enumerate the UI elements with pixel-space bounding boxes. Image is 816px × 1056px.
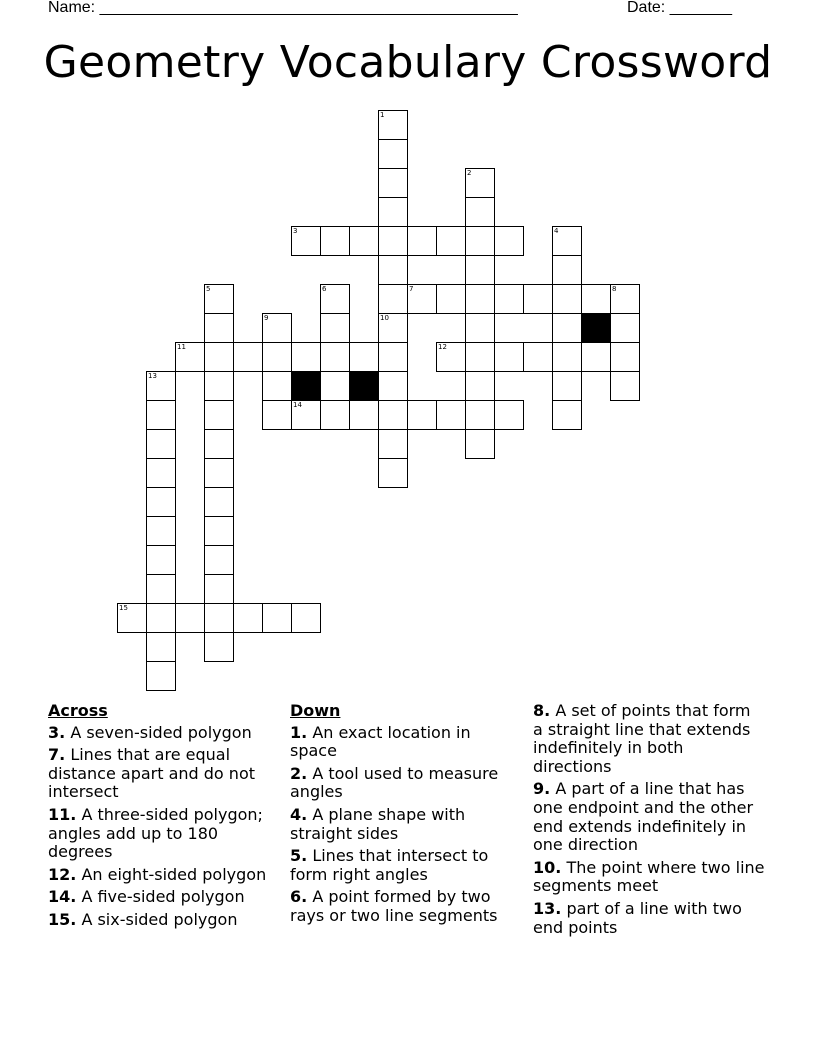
grid-cell[interactable] xyxy=(204,429,234,459)
grid-cell[interactable] xyxy=(204,342,234,372)
clue-number: 2. xyxy=(290,763,308,783)
grid-cell[interactable] xyxy=(465,255,495,285)
grid-cell[interactable] xyxy=(552,313,582,343)
clue-number: 8. xyxy=(533,701,551,720)
grid-cell[interactable] xyxy=(494,226,524,256)
cell-number: 11 xyxy=(177,342,186,351)
grid-cell[interactable] xyxy=(146,632,176,662)
grid-cell[interactable] xyxy=(378,313,408,343)
grid-cell[interactable] xyxy=(552,226,582,256)
grid-cell[interactable] xyxy=(320,226,350,256)
clue-number: 11. xyxy=(48,804,77,824)
grid-cell[interactable] xyxy=(552,400,582,430)
clue-text: Lines that are equal distance apart and do not intersect xyxy=(48,745,256,802)
grid-cell[interactable] xyxy=(494,284,524,314)
grid-cell[interactable] xyxy=(146,458,176,488)
grid-cell[interactable] xyxy=(320,400,350,430)
grid-cell[interactable] xyxy=(204,487,234,517)
grid-cell[interactable] xyxy=(204,574,234,604)
down-clue-list-continued xyxy=(533,702,765,937)
grid-cell[interactable] xyxy=(378,284,408,314)
cell-number: 9 xyxy=(264,313,269,322)
grid-cell[interactable] xyxy=(320,371,350,401)
grid-cell[interactable] xyxy=(523,342,553,372)
cell-number: 14 xyxy=(293,400,302,409)
grid-cell[interactable] xyxy=(465,197,495,227)
across-heading: Across xyxy=(48,701,108,720)
grid-cell[interactable] xyxy=(552,284,582,314)
clue-number: 6. xyxy=(290,887,308,907)
grid-cell[interactable] xyxy=(175,603,205,633)
clue-number: 14. xyxy=(48,887,77,907)
down-heading: Down xyxy=(290,701,341,720)
cell-number: 1 xyxy=(380,110,385,119)
clue-item xyxy=(290,806,522,843)
grid-cell[interactable] xyxy=(146,487,176,517)
grid-cell[interactable] xyxy=(233,342,263,372)
grid-cell[interactable] xyxy=(146,516,176,546)
clue-number: 10. xyxy=(533,857,562,877)
clue-text: part of a line with two end points xyxy=(533,898,742,937)
grid-cell[interactable] xyxy=(204,603,234,633)
cell-number: 13 xyxy=(148,371,157,380)
grid-cell[interactable] xyxy=(262,400,292,430)
grid-cell[interactable] xyxy=(204,371,234,401)
grid-cell[interactable] xyxy=(262,371,292,401)
grid-cell[interactable] xyxy=(146,545,176,575)
clue-item xyxy=(48,724,280,743)
clue-number: 12. xyxy=(48,864,77,884)
grid-cell[interactable] xyxy=(291,400,321,430)
clue-number: 9. xyxy=(533,779,551,799)
grid-cell[interactable] xyxy=(378,197,408,227)
grid-cell[interactable] xyxy=(204,458,234,488)
puzzle-title: Geometry Vocabulary Crossword xyxy=(43,37,773,88)
clue-text: A set of points that form a straight line that extends indefinitely in both directions xyxy=(533,701,751,776)
clue-number: 13. xyxy=(533,898,562,918)
grid-cell[interactable] xyxy=(146,371,176,401)
grid-cell[interactable] xyxy=(465,313,495,343)
clue-number: 3. xyxy=(48,722,66,742)
grid-block-cell xyxy=(349,371,379,401)
grid-cell[interactable] xyxy=(436,226,466,256)
grid-cell[interactable] xyxy=(494,342,524,372)
across-clue-list xyxy=(48,724,280,930)
grid-cell[interactable] xyxy=(117,603,147,633)
clue-item xyxy=(290,847,522,884)
cell-number: 12 xyxy=(438,342,447,351)
grid-cell[interactable] xyxy=(610,313,640,343)
cell-number: 8 xyxy=(612,284,617,293)
grid-cell[interactable] xyxy=(465,284,495,314)
clue-item xyxy=(533,900,765,937)
grid-cell[interactable] xyxy=(175,342,205,372)
clue-number: 1. xyxy=(290,722,308,742)
clue-text: A point formed by two rays or two line segments xyxy=(290,887,498,925)
grid-cell[interactable] xyxy=(320,284,350,314)
grid-cell[interactable] xyxy=(581,342,611,372)
grid-cell[interactable] xyxy=(378,371,408,401)
clue-number: 15. xyxy=(48,909,77,929)
clue-item xyxy=(533,780,765,854)
grid-cell[interactable] xyxy=(291,342,321,372)
grid-cell[interactable] xyxy=(320,342,350,372)
grid-cell[interactable] xyxy=(291,603,321,633)
grid-cell[interactable] xyxy=(204,313,234,343)
grid-cell[interactable] xyxy=(436,284,466,314)
cell-number: 2 xyxy=(467,168,472,177)
clue-item xyxy=(48,806,280,862)
clue-text: A part of a line that has one endpoint and the other end extends indefinitely in one direction xyxy=(533,779,754,855)
grid-cell[interactable] xyxy=(146,400,176,430)
clue-item xyxy=(48,888,280,907)
name-field-label: Name: _______________________________________________ xyxy=(48,0,518,16)
grid-cell[interactable] xyxy=(436,400,466,430)
grid-cell[interactable] xyxy=(204,516,234,546)
grid-block-cell xyxy=(291,371,321,401)
grid-cell[interactable] xyxy=(407,226,437,256)
grid-cell[interactable] xyxy=(523,284,553,314)
clue-item xyxy=(533,859,765,896)
grid-block-cell xyxy=(581,313,611,343)
grid-cell[interactable] xyxy=(349,400,379,430)
grid-cell[interactable] xyxy=(552,371,582,401)
grid-cell[interactable] xyxy=(204,284,234,314)
cell-number: 10 xyxy=(380,313,389,322)
clue-item xyxy=(48,746,280,802)
grid-cell[interactable] xyxy=(262,603,292,633)
grid-cell[interactable] xyxy=(610,284,640,314)
clue-text: The point where two line segments meet xyxy=(533,857,765,896)
clue-text: A seven-sided polygon xyxy=(70,722,252,742)
cell-number: 7 xyxy=(409,284,414,293)
grid-cell[interactable] xyxy=(378,110,408,140)
clue-number: 7. xyxy=(48,745,66,765)
grid-cell[interactable] xyxy=(262,342,292,372)
down-clues xyxy=(290,702,522,930)
clue-item xyxy=(290,724,522,761)
grid-cell[interactable] xyxy=(204,545,234,575)
grid-cell[interactable] xyxy=(320,313,350,343)
grid-cell[interactable] xyxy=(349,226,379,256)
clue-text: A tool used to measure angles xyxy=(290,763,499,802)
date-field-label: Date: _______ xyxy=(627,0,732,16)
grid-cell[interactable] xyxy=(465,168,495,198)
grid-cell[interactable] xyxy=(465,371,495,401)
grid-cell[interactable] xyxy=(465,400,495,430)
grid-cell[interactable] xyxy=(494,400,524,430)
clue-text: A plane shape with straight sides xyxy=(290,804,466,843)
clue-item xyxy=(290,765,522,802)
grid-cell[interactable] xyxy=(146,661,176,691)
grid-cell[interactable] xyxy=(204,400,234,430)
clue-text: Lines that intersect to form right angles xyxy=(290,846,489,884)
clue-number: 4. xyxy=(290,804,308,824)
grid-cell[interactable] xyxy=(378,255,408,285)
grid-cell[interactable] xyxy=(465,429,495,459)
grid-cell[interactable] xyxy=(378,400,408,430)
clue-text: A five-sided polygon xyxy=(81,887,245,907)
clue-text: A three-sided polygon; angles add up to 180 degrees xyxy=(48,804,263,862)
grid-cell[interactable] xyxy=(378,429,408,459)
grid-cell[interactable] xyxy=(146,574,176,604)
down-clues-continued xyxy=(533,702,765,941)
grid-cell[interactable] xyxy=(378,458,408,488)
grid-cell[interactable] xyxy=(378,226,408,256)
clue-text: An exact location in space xyxy=(290,722,471,761)
across-clues xyxy=(48,702,280,934)
cell-number: 15 xyxy=(119,603,128,612)
cell-number: 4 xyxy=(554,226,559,235)
clue-item xyxy=(290,888,522,925)
grid-cell[interactable] xyxy=(146,429,176,459)
cell-number: 3 xyxy=(293,226,298,235)
clue-item xyxy=(48,911,280,930)
grid-cell[interactable] xyxy=(465,226,495,256)
grid-cell[interactable] xyxy=(378,139,408,169)
grid-cell[interactable] xyxy=(407,400,437,430)
grid-cell[interactable] xyxy=(233,603,263,633)
grid-cell[interactable] xyxy=(407,284,437,314)
grid-cell[interactable] xyxy=(610,371,640,401)
grid-cell[interactable] xyxy=(581,284,611,314)
grid-cell[interactable] xyxy=(552,342,582,372)
clue-item xyxy=(533,702,765,776)
cell-number: 6 xyxy=(322,284,327,293)
grid-cell[interactable] xyxy=(465,342,495,372)
down-clue-list xyxy=(290,724,522,926)
grid-cell[interactable] xyxy=(349,342,379,372)
grid-cell[interactable] xyxy=(378,168,408,198)
clue-text: A six-sided polygon xyxy=(81,909,238,929)
grid-cell[interactable] xyxy=(204,632,234,662)
grid-cell[interactable] xyxy=(262,313,292,343)
grid-cell[interactable] xyxy=(610,342,640,372)
cell-number: 5 xyxy=(206,284,211,293)
grid-cell[interactable] xyxy=(378,342,408,372)
clue-item xyxy=(48,866,280,885)
grid-cell[interactable] xyxy=(436,342,466,372)
grid-cell[interactable] xyxy=(291,226,321,256)
clue-text: An eight-sided polygon xyxy=(81,864,267,884)
grid-cell[interactable] xyxy=(146,603,176,633)
grid-cell[interactable] xyxy=(552,255,582,285)
clue-number: 5. xyxy=(290,846,308,866)
